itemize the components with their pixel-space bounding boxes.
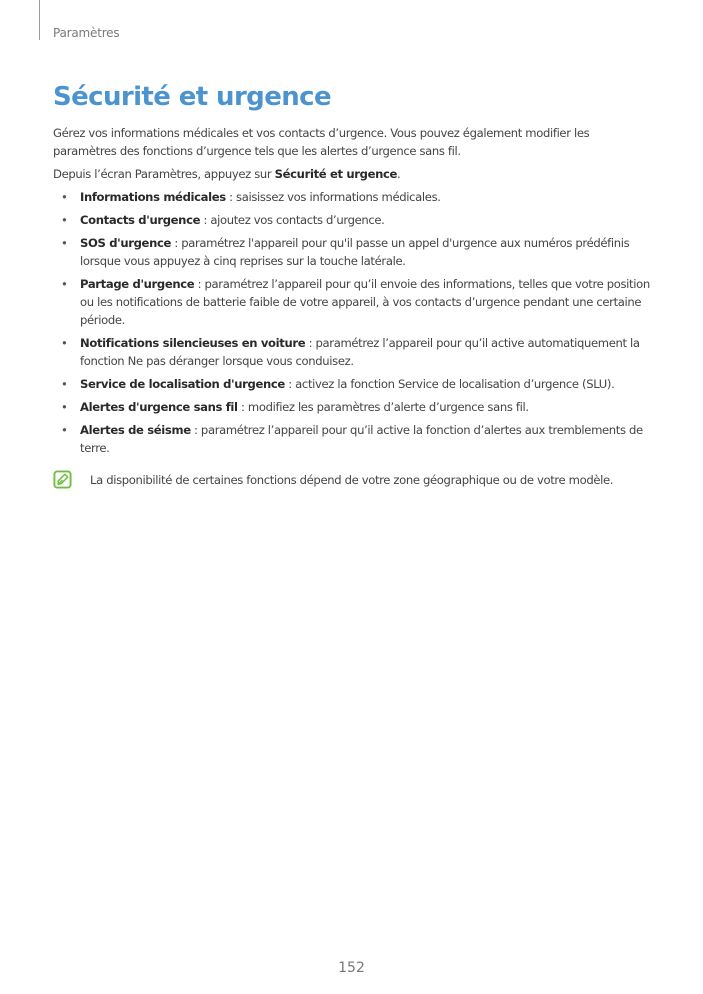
- list-item-term: Informations médicales: [80, 190, 226, 204]
- instruction-suffix: .: [397, 167, 401, 181]
- list-item-desc: : ajoutez vos contacts d’urgence.: [200, 213, 385, 227]
- list-item-desc: : activez la fonction Service de localisation d’urgence (SLU).: [284, 377, 615, 391]
- note-pencil-icon: [53, 470, 72, 489]
- bullet-icon: •: [61, 236, 68, 250]
- list-item-term: Alertes de séisme: [80, 423, 191, 437]
- note-text: La disponibilité de certaines fonctions dépend de votre zone géographique ou de votre modèle.: [90, 473, 614, 487]
- instruction-menu-path: Sécurité et urgence: [274, 167, 398, 181]
- list-item: [53, 275, 653, 329]
- bullet-icon: •: [61, 377, 68, 391]
- instruction-paragraph: [53, 165, 653, 183]
- bullet-icon: •: [61, 423, 68, 437]
- list-item-term: Notifications silencieuses en voiture: [80, 336, 306, 350]
- bullet-icon: •: [61, 213, 68, 227]
- bullet-icon: •: [61, 277, 68, 291]
- note-box: [53, 471, 653, 489]
- intro-paragraph: Gérez vos informations médicales et vos contacts d’urgence. Vous pouvez également modifier les paramètres des fonctions d’urgence tels que les alertes d’urgence sans fil.: [53, 126, 590, 158]
- page-number: 152: [338, 960, 365, 976]
- list-item-term: SOS d'urgence: [80, 236, 172, 250]
- page-title: Sécurité et urgence: [53, 82, 331, 112]
- list-item-desc: : modifiez les paramètres d’alerte d’urgence sans fil.: [237, 400, 529, 414]
- list-item: [53, 421, 653, 457]
- list-item-desc: : paramétrez l’appareil pour qu’il active la fonction d’alertes aux tremblements de terre.: [80, 423, 643, 455]
- list-item: [53, 398, 653, 416]
- list-item-desc: : saisissez vos informations médicales.: [225, 190, 441, 204]
- list-item-term: Partage d'urgence: [80, 277, 195, 291]
- list-item: [53, 211, 653, 229]
- content-body: [53, 124, 653, 462]
- list-item-desc: : paramétrez l’appareil pour qu’il envoie des informations, telles que votre position ou les notifications de batterie faible de votre appareil, à vos contacts d’urgence pendant une certaine période.: [80, 277, 650, 327]
- list-item-desc: : paramétrez l’appareil pour qu’il active automatiquement la fonction Ne pas déranger lorsque vous conduisez.: [80, 336, 640, 368]
- list-item: [53, 188, 653, 206]
- bullet-icon: •: [61, 336, 68, 350]
- list-item: [53, 375, 653, 393]
- list-item-term: Service de localisation d'urgence: [80, 377, 285, 391]
- header-divider: [39, 0, 40, 40]
- list-item-term: Contacts d'urgence: [80, 213, 201, 227]
- list-item-desc: : paramétrez l'appareil pour qu'il passe un appel d'urgence aux numéros prédéfinis lorsque vous appuyez à cinq reprises sur la touche latérale.: [80, 236, 630, 268]
- list-item: [53, 234, 653, 270]
- bullet-icon: •: [61, 400, 68, 414]
- bullet-icon: •: [61, 190, 68, 204]
- list-item: [53, 334, 653, 370]
- list-item-term: Alertes d'urgence sans fil: [80, 400, 238, 414]
- breadcrumb: Paramètres: [53, 26, 120, 40]
- feature-list: [53, 188, 653, 457]
- instruction-prefix: Depuis l’écran Paramètres, appuyez sur: [53, 167, 275, 181]
